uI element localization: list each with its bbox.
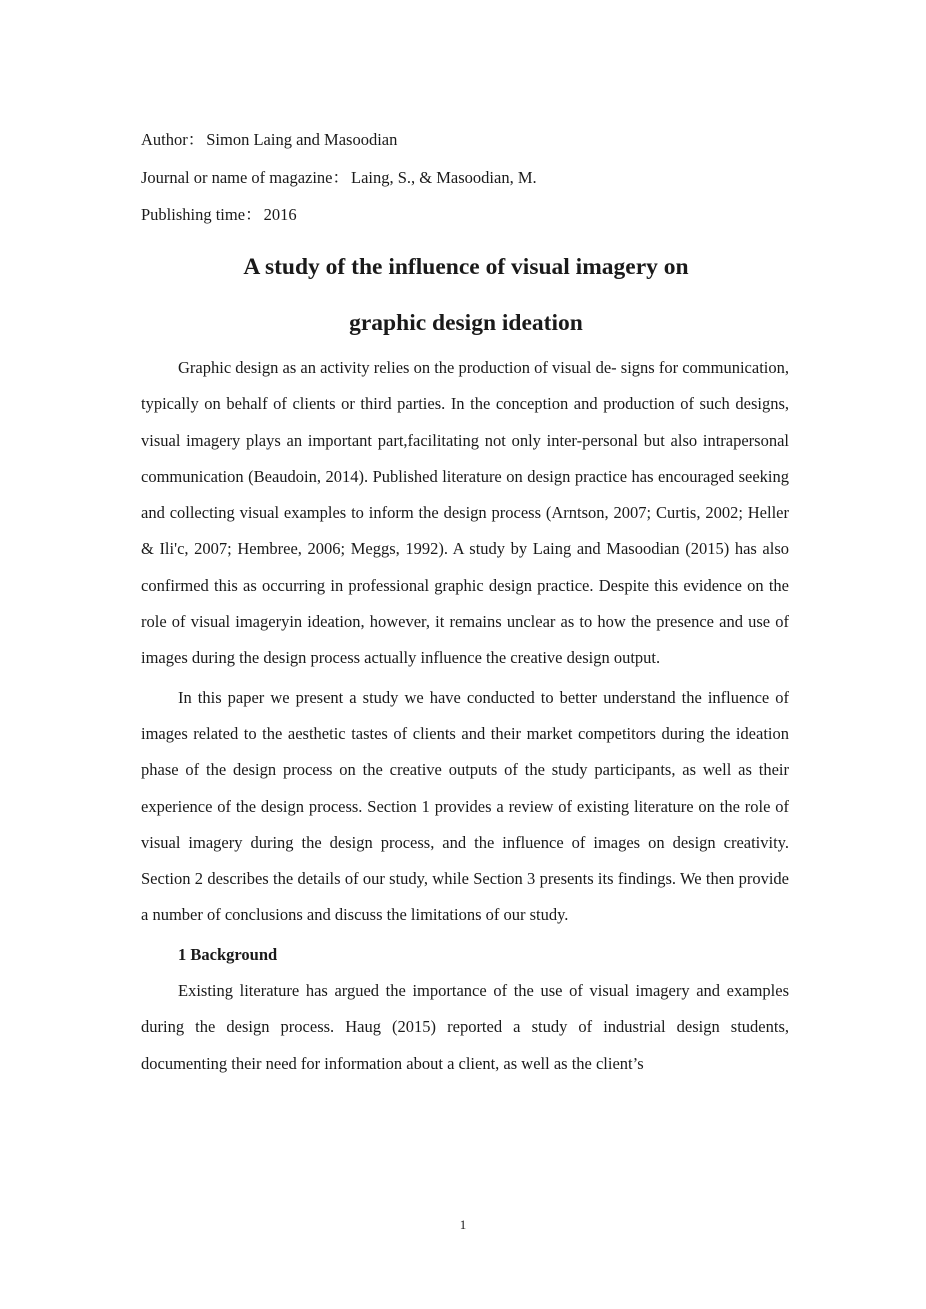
intro-paragraph-1: Graphic design as an activity relies on the production of visual de- signs for communication, typically on behalf of clients or third parties. In the conception and production of such designs, visual imagery plays an important part,facilitating not only inter-personal but also intrapersonal communication (Beaudoin, 2014). Published literature on design practice has encouraged seeking and collecting visual examples to inform the design process (Arntson, 2007; Curtis, 2002; Heller & Ili'c, 2007; Hembree, 2006; Meggs, 1992). A study by Laing and Masoodian (2015) has also confirmed this as occurring in professional graphic design practice. Despite this evidence on the role of visual imageryin ideation, however, it remains unclear as to how the presence and use of images during the design process actually influence the creative design output. — [141, 358, 789, 668]
author-separator: ： — [187, 130, 205, 149]
author-line — [141, 130, 791, 150]
background-paragraph: Existing literature has argued the importance of the use of visual imagery and examples during the design process. Haug (2015) reported a study of industrial design students, documenting their need for information about a client, as well as the client’s — [141, 981, 789, 1073]
time-label: Publishing time — [141, 205, 246, 224]
author-label: Author — [141, 130, 188, 149]
time-value: 2016 — [263, 205, 297, 224]
time-separator: ： — [245, 205, 262, 224]
section-heading: 1 Background — [178, 944, 278, 964]
journal-line — [141, 168, 791, 188]
body-text — [141, 350, 789, 1082]
journal-label: Journal or name of magazine — [141, 168, 333, 187]
intro-paragraph-2: In this paper we present a study we have conducted to better understand the influence of images related to the aesthetic tastes of clients and their market competitors during the ideation phase of the design process on the creative outputs of the study participants, as well as their experience of the design process. Section 1 provides a review of existing literature on the role of visual imagery during the design process, and the influence of images on design creativity. Section 2 describes the details of our study, while Section 3 presents its findings. We then provide a number of conclusions and discuss the limitations of our study. — [141, 687, 789, 925]
publishing-time-line — [141, 205, 791, 225]
journal-value: Laing, S., & Masoodian, M. — [351, 168, 537, 187]
author-value: Simon Laing and Masoodian — [206, 130, 398, 149]
journal-separator: ： — [332, 168, 350, 187]
page-number: 1 — [459, 1217, 467, 1232]
paper-title-line-2: graphic design ideation — [349, 310, 583, 336]
paper-title-line-1: A study of the influence of visual imagery on — [243, 254, 689, 280]
